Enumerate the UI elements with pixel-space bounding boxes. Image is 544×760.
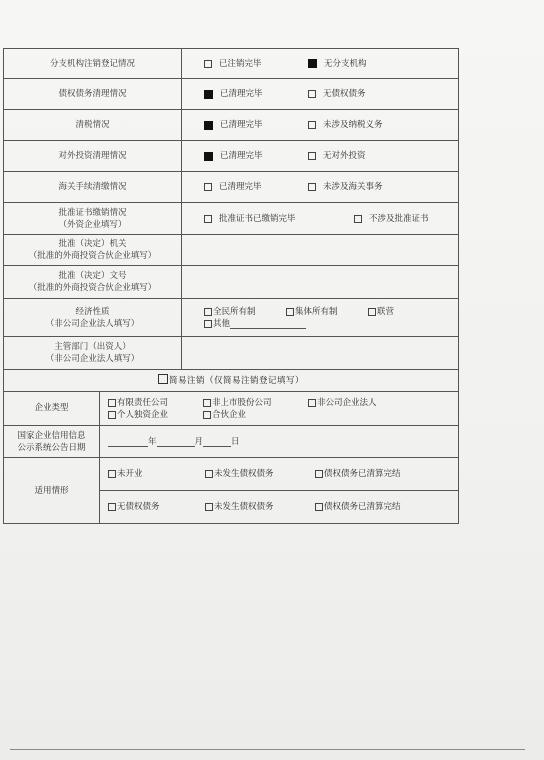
row-label: 批准证书缴销情况 （外资企业填写） [4,203,182,235]
deregistration-form-table [3,48,459,524]
supervisor-field[interactable] [182,337,459,370]
page-bottom-edge [10,749,525,750]
option-no-branch[interactable]: 无分支机构 [308,58,367,70]
row-label: 对外投资清理情况 [4,141,182,172]
option-llc[interactable]: 有限责任公司 [108,397,203,409]
checkbox-icon[interactable] [108,399,116,407]
checked-checkbox-icon[interactable] [204,152,213,161]
form-row-econ-nature [4,299,459,337]
enterprise-type-label: 企业类型 [4,392,100,425]
option-no-debts[interactable]: 无债权债务 [108,501,205,513]
checkbox-icon[interactable] [203,399,211,407]
checkbox-icon[interactable] [204,183,212,191]
checkbox-icon[interactable] [205,503,213,511]
option-branch-deregistered[interactable]: 已注销完毕 [204,58,308,70]
checkbox-icon[interactable] [204,60,212,68]
option-no-customs[interactable]: 未涉及海关事务 [308,181,383,193]
checkbox-icon[interactable] [308,90,316,98]
checkbox-icon[interactable] [315,470,323,478]
checkbox-icon[interactable] [108,503,116,511]
checkbox-icon[interactable] [204,320,212,328]
form-row-supervisor [4,337,459,370]
checkbox-icon[interactable] [308,183,316,191]
option-debt-cleared[interactable]: 已清理完毕 [204,88,308,100]
option-non-company-legal[interactable]: 非公司企业法人 [308,397,377,409]
checkbox-icon[interactable] [203,411,211,419]
checked-checkbox-icon[interactable] [308,59,317,68]
option-investment-cleared[interactable]: 已清理完毕 [204,150,308,162]
checked-checkbox-icon[interactable] [204,121,213,130]
option-tax-cleared[interactable]: 已清理完毕 [204,119,308,131]
option-debt-settled-2[interactable]: 债权债务已清算完结 [315,501,401,513]
row-label: 债权债务清理情况 [4,79,182,110]
approval-authority-field[interactable] [182,235,459,266]
option-customs-cleared[interactable]: 已清理完毕 [204,181,308,193]
form-row-customs [4,172,459,203]
option-no-cert[interactable]: 不涉及批准证书 [354,213,429,225]
form-row-debt [4,79,459,110]
checkbox-icon[interactable] [368,308,376,316]
checkbox-icon[interactable] [308,152,316,160]
option-cert-surrendered[interactable]: 批准证书已缴销完毕 [204,213,354,225]
row-label: 经济性质 （非公司企业法人填写） [4,299,182,337]
form-row-approval-cert [4,203,459,235]
approval-doc-field[interactable] [182,266,459,299]
checkbox-icon[interactable] [308,399,316,407]
row-options [182,141,459,172]
option-no-investment[interactable]: 无对外投资 [308,150,366,162]
other-input-line[interactable] [230,319,306,329]
row-label: 主管部门（出资人） （非公司企业法人填写） [4,337,182,370]
simple-deregistration-header [4,370,459,392]
option-sole-proprietorship[interactable]: 个人独资企业 [108,409,203,421]
option-other[interactable]: 其他 [204,318,306,330]
form-row-branch [4,49,459,79]
checkbox-icon[interactable] [158,374,168,384]
option-joint[interactable]: 联营 [368,306,394,318]
row-label: 批准（决定）机关 （批准的外商投资合伙企业填写） [4,235,182,266]
checkbox-icon[interactable] [205,470,213,478]
row-label: 海关手续清缴情况 [4,172,182,203]
checkbox-icon[interactable] [204,308,212,316]
publish-date-field[interactable]: 年 月 日 [100,436,240,448]
checkbox-icon[interactable] [308,121,316,129]
option-collective[interactable]: 集体所有制 [286,306,368,318]
checkbox-icon[interactable] [204,215,212,223]
row-options [182,110,459,141]
row-options [182,299,459,337]
form-row-enterprise-type [4,392,459,426]
option-debt-settled[interactable]: 债权债务已清算完结 [315,468,401,480]
row-options [182,172,459,203]
checked-checkbox-icon[interactable] [204,90,213,99]
publish-date-label: 国家企业信用信息 公示系统公告日期 [4,426,100,457]
option-no-tax[interactable]: 未涉及纳税义务 [308,119,383,131]
option-no-debt-occurred-2[interactable]: 未发生债权债务 [205,501,315,513]
form-row-approval-authority [4,235,459,266]
option-no-debt[interactable]: 无债权债务 [308,88,366,100]
form-row-investment [4,141,459,172]
row-options [182,203,459,235]
option-not-opened[interactable]: 未开业 [108,468,205,480]
form-row-applicable [4,458,459,524]
month-input-line[interactable] [157,437,195,447]
checkbox-icon[interactable] [286,308,294,316]
row-label: 批准（决定）文号 （批准的外商投资合伙企业填写） [4,266,182,299]
checkbox-icon[interactable] [108,411,116,419]
row-options [182,49,459,79]
option-partnership[interactable]: 合伙企业 [203,409,246,421]
year-input-line[interactable] [108,437,148,447]
checkbox-icon[interactable] [354,215,362,223]
form-row-tax [4,110,459,141]
option-unlisted-jsc[interactable]: 非上市股份公司 [203,397,308,409]
checkbox-icon[interactable] [315,503,323,511]
row-options [182,79,459,110]
row-label: 清税情况 [4,110,182,141]
applicable-label: 适用情形 [4,458,100,523]
option-state-owned[interactable]: 全民所有制 [204,306,286,318]
option-no-debt-occurred[interactable]: 未发生债权债务 [205,468,315,480]
row-label: 分支机构注销登记情况 [4,49,182,79]
form-row-publish-date [4,426,459,458]
form-row-approval-doc [4,266,459,299]
day-input-line[interactable] [203,437,231,447]
checkbox-icon[interactable] [108,470,116,478]
simple-deregistration-title[interactable]: 简易注销（仅简易注销登记填写） [4,370,459,392]
